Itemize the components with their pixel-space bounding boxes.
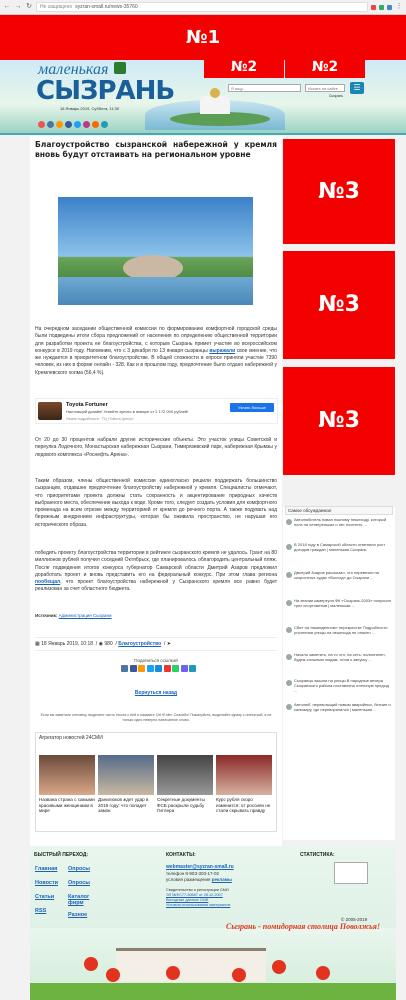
ad-slot-top[interactable]: №1 bbox=[0, 15, 406, 60]
footer-link[interactable]: Новости bbox=[35, 880, 59, 886]
reg-link[interactable]: ЭЛ №ФС77-30687 от 28.12.2007 bbox=[166, 893, 223, 897]
youtube-icon[interactable] bbox=[38, 121, 45, 128]
comment-text[interactable]: На знании камертула ФК «Сызрань-2003» попросил трех спортсменов | маленькая ... bbox=[294, 598, 392, 608]
avatar bbox=[286, 572, 292, 578]
article-meta: ▦ 18 Январь 2019, 10:18 / ◉ 980 / Благоустройство / ➤ bbox=[35, 637, 277, 651]
typo-note: Если вы заметили опечатку, выделите часть текста с ней и нажмите Ctrl+Enter. Спасибо! Пожалуйста, выделяйте фразу с опечаткой, а не только одно неверно написанное слово. bbox=[40, 713, 272, 722]
comment-item[interactable] bbox=[286, 570, 392, 580]
vk-icon[interactable] bbox=[47, 121, 54, 128]
photo-river bbox=[58, 277, 253, 305]
footer-nav-title: БЫСТРЫЙ ПЕРЕХОД: bbox=[34, 852, 89, 858]
ok-share-icon[interactable] bbox=[138, 665, 145, 672]
footer-link[interactable]: Статьи bbox=[35, 894, 55, 900]
avatar bbox=[286, 544, 292, 550]
footer-link[interactable]: Главная bbox=[35, 866, 58, 872]
reg-text: Свидетельство о регистрации СМИ bbox=[166, 888, 229, 892]
instagram-icon[interactable] bbox=[83, 121, 90, 128]
tag-icon[interactable]: ➤ bbox=[166, 641, 171, 647]
share-buttons bbox=[121, 665, 196, 672]
banner-church bbox=[200, 96, 230, 114]
ad-car-image bbox=[38, 402, 62, 420]
inline-link[interactable]: пообещал bbox=[35, 579, 61, 586]
phone-text: телефон 8-903-303-17-02 bbox=[166, 871, 219, 876]
logo[interactable]: СЫЗРАНЬ bbox=[36, 76, 175, 106]
rss-icon[interactable] bbox=[92, 121, 99, 128]
ad-source: Узнать подробности · ТЦ «Тойота Центр» bbox=[66, 417, 134, 421]
extension-icon[interactable] bbox=[379, 5, 384, 10]
calendar-icon: ▦ bbox=[35, 641, 40, 647]
avatar bbox=[286, 680, 292, 686]
copyright: © 2005-2019 bbox=[341, 917, 368, 922]
comment-item[interactable] bbox=[286, 598, 392, 608]
comment-item[interactable] bbox=[286, 702, 392, 712]
facebook-icon[interactable] bbox=[65, 121, 72, 128]
ads-terms bbox=[166, 877, 232, 883]
tomato-mascot-icon bbox=[166, 966, 180, 980]
article-date: 18 Январь 2019, 10:18 bbox=[41, 641, 94, 647]
avatar bbox=[286, 600, 292, 606]
footer-contacts-title: КОНТАКТЫ: bbox=[166, 852, 196, 858]
aggregator-title: Агрегатор новостей 24СМИ bbox=[39, 735, 103, 741]
footer-link[interactable]: Каталог фирм bbox=[68, 894, 90, 906]
footer-slogan: Сызрань - помидорная столица Поволжья! bbox=[226, 922, 380, 931]
tomato-mascot-icon bbox=[272, 960, 286, 974]
reg-link[interactable]: Выходные данные СМИ bbox=[166, 898, 209, 902]
forward-icon[interactable]: → bbox=[14, 3, 22, 10]
stats-counter[interactable] bbox=[334, 862, 368, 884]
footer-stats-title: СТАТИСТИКА: bbox=[300, 852, 335, 858]
category-link[interactable]: Благоустройство bbox=[118, 641, 162, 647]
ad-slot-right-2[interactable]: №3 bbox=[283, 251, 395, 359]
text: , что проект благоустройства набережной у Сызранского кремля все равно будет реализован за счет областного бюджета. bbox=[35, 579, 277, 593]
comment-text[interactable]: СВет на «выведенном» перекрестке Подробности уточнения улицы на пешехода не опасен ... bbox=[294, 625, 388, 635]
footer-link[interactable]: Опросы bbox=[68, 880, 91, 886]
google-ad[interactable] bbox=[35, 398, 278, 424]
ad-slot-right-3[interactable]: №3 bbox=[283, 367, 395, 475]
social-links bbox=[38, 121, 108, 128]
ad-title[interactable]: Toyota Fortuner bbox=[66, 402, 108, 408]
comment-text[interactable]: Сызранцы вышли на улицы В народные вечера Сызранского района поставлена отличную предыд ... bbox=[294, 678, 389, 693]
comment-text[interactable]: Дмитрий Азаров рассказал, что перевезли на скоростных судах «Восход» до Сызрани ... bbox=[294, 570, 379, 580]
footer-link[interactable]: RSS bbox=[35, 908, 47, 914]
logo-small-text[interactable]: маленькая bbox=[38, 61, 109, 78]
gplus-share-icon[interactable] bbox=[164, 665, 171, 672]
eye-icon: ◉ bbox=[98, 641, 103, 647]
source-label: Источник: bbox=[35, 613, 58, 618]
view-count: 980 bbox=[104, 641, 113, 647]
comments-title: Самое обсуждаемое bbox=[285, 506, 393, 515]
ad-slot-header-a[interactable]: №2 bbox=[204, 57, 284, 78]
twitter-icon[interactable] bbox=[74, 121, 81, 128]
search-input[interactable]: Я ищу... bbox=[228, 84, 301, 92]
reload-icon[interactable]: ↻ bbox=[26, 3, 32, 10]
back-icon[interactable]: ← bbox=[3, 3, 11, 10]
tomato-mascot-icon bbox=[232, 968, 246, 982]
avatar bbox=[286, 704, 292, 710]
whatsapp-share-icon[interactable] bbox=[172, 665, 179, 672]
viber-share-icon[interactable] bbox=[181, 665, 188, 672]
share-label: Поделиться ссылкой bbox=[134, 658, 178, 663]
site-search-input[interactable]: Искать на сайте bbox=[305, 84, 345, 92]
reg-link[interactable]: Условия использования материалов bbox=[166, 903, 231, 907]
article-paragraph bbox=[35, 326, 277, 377]
article-photo bbox=[58, 197, 253, 305]
footer-link[interactable]: Опросы bbox=[68, 866, 91, 872]
back-link[interactable]: Вернуться назад bbox=[134, 690, 178, 696]
comment-text[interactable]: Начало заметить, на то что, на сеть: полиэтилен, будем-сложным людям, готов к запуску ... bbox=[294, 652, 386, 662]
banner-dome bbox=[210, 88, 220, 98]
footer-grass bbox=[30, 983, 396, 1000]
avatar bbox=[286, 627, 292, 633]
facebook-share-icon[interactable] bbox=[130, 665, 137, 672]
aggregator-caption[interactable]: Секретные документы ФСБ раскрыли судьбу Гитлера bbox=[157, 797, 205, 814]
aggregator-caption[interactable]: Названа страна с самыми красивыми женщинами в мире bbox=[39, 797, 95, 814]
ad-slot-right-1[interactable]: №3 bbox=[283, 139, 395, 244]
article-paragraph: От 20 до 30 процентов набрали другие исторические объекты. Это участок улицы Советской и переулка Лодочного, Монастырская набережная Сызрани, Тимирязевский парк, набережная Крымзы у ледового комплекса «Роснефть Арена». bbox=[35, 437, 277, 458]
tomato-mascot-icon bbox=[316, 966, 330, 980]
ok-icon[interactable] bbox=[56, 121, 63, 128]
extension-icon[interactable] bbox=[387, 5, 392, 10]
article-title: Благоустройство сызранской набережной у кремля вновь будут отстаивать на региональном уровне bbox=[35, 140, 277, 159]
address-bar[interactable] bbox=[36, 2, 368, 12]
footer-link[interactable]: Разное bbox=[68, 912, 88, 918]
tomato-mascot-icon bbox=[84, 957, 98, 971]
email-link[interactable]: webmaster@syzran-small.ru bbox=[166, 864, 234, 870]
text: свое мнение, что же нуждается в приоритетном благоустройстве. В общей сложности в опросе приняли участие 7390 человек, из них в форме онлайн - 328. Как и в прошлом году, предпочтение было отдано набережной у Кремлевского холма (56,4 %). bbox=[35, 347, 278, 376]
aggregator-caption[interactable]: Данилюков ждет удар в 2019 году: что попадет замок bbox=[98, 797, 149, 814]
ad-button[interactable]: Узнать больше bbox=[230, 403, 274, 412]
mail-share-icon[interactable] bbox=[155, 665, 162, 672]
text: победить проекту благоустройства территории в рейтинге сызранского кремля не удалось. Грант на 80 миллионов рублей получил соседний Октябрьск, где планировалось облагородить центральный пляж. После подведения итогов конкурса губернатор Самарской области Дмитрий Азаров предложил доработать проект и вновь представить его на федеральный конкурс. При этом глава региона bbox=[35, 550, 277, 578]
inline-link[interactable]: выражали bbox=[209, 347, 236, 354]
aggregator-caption[interactable]: Курс рубля скоро изменится: от россиян не стали скрывать правду bbox=[216, 797, 271, 814]
source-link[interactable]: Администрация Сызрани bbox=[58, 613, 112, 618]
comment-item[interactable] bbox=[286, 625, 392, 635]
logo-badge-icon bbox=[114, 62, 126, 74]
browser-toolbar bbox=[0, 0, 406, 15]
weather-widget[interactable]: Сызрань bbox=[328, 94, 344, 98]
extension-icon[interactable] bbox=[371, 5, 376, 10]
insecure-label: Не защищено bbox=[40, 4, 73, 10]
comments-sidebar bbox=[283, 507, 395, 840]
tomato-mascot-icon bbox=[106, 968, 120, 982]
comment-item[interactable] bbox=[286, 678, 392, 693]
comment-item[interactable] bbox=[286, 652, 392, 662]
vk-share-icon[interactable] bbox=[121, 665, 128, 672]
telegram-share-icon[interactable] bbox=[189, 665, 196, 672]
url-text: syzran-small.ru/news-35760 bbox=[75, 4, 138, 10]
aggregator-item[interactable] bbox=[98, 755, 154, 814]
text: условия размещения bbox=[166, 877, 211, 882]
telegram-icon[interactable] bbox=[101, 121, 108, 128]
ad-slot-header-b[interactable]: №2 bbox=[285, 57, 365, 78]
comment-text[interactable]: В 2018 году в Самарской области отменили рост доходов граждан | маленькая Сызрань bbox=[294, 542, 386, 552]
article-paragraph bbox=[35, 550, 277, 594]
comment-text[interactable]: Автолюб, перевозящий новым аварийных, бензин и кальмару, где переворачился | маленькая ... bbox=[294, 702, 391, 712]
comment-text[interactable]: Автолюбитель повал пьяному пешеходу, который полз на четвереньках и нет посетить ... bbox=[294, 517, 387, 527]
aggregator-image[interactable] bbox=[98, 755, 154, 795]
menu-button[interactable]: ☰ bbox=[350, 82, 364, 94]
aggregator-item[interactable] bbox=[216, 755, 272, 814]
aggregator-image[interactable] bbox=[216, 755, 272, 795]
avatar bbox=[286, 519, 292, 525]
text: На очередном заседании общественной комиссии по формированию комфортной городской среды были подведены итоги сбора предложений от населения по определению общественной территории для разработки проекта ее благоустройства, с которым Сызрань примет участие во всероссийском конкурсе в 2019 году. Напомним, что с 3 декабря по 13 января сызранцы bbox=[35, 326, 277, 354]
twitter-share-icon[interactable] bbox=[147, 665, 154, 672]
article-paragraph: Таким образом, члены общественной комиссии единогласно решили поддержать большинство сызранцев, отдавшее предпочтение благоустройству набережной у кремля. Специалисты отмечают, что приоритетами проекта должны стать сохранность и акцентирование природных качеств выбранного места, обеспечение выхода к воде. Кроме того, следует создать условия для комфортного променада на всем отрезке между территорией от кремля до речного порта. А также подумать над бережным внедрением инфраструктуры, которая бы оживила пространство, не нарушая его исторического образа. bbox=[35, 478, 277, 528]
aggregator-image[interactable] bbox=[39, 755, 95, 795]
menu-icon[interactable]: ⋮ bbox=[395, 3, 403, 10]
ads-link[interactable]: рекламы bbox=[211, 877, 232, 882]
aggregator-item[interactable] bbox=[39, 755, 95, 814]
ad-text: Настоящий дизайн! Успейте купить в январе от 2 172 000 рублей! bbox=[66, 409, 189, 414]
banner-island bbox=[170, 112, 270, 126]
avatar bbox=[286, 654, 292, 660]
comment-item[interactable] bbox=[286, 542, 392, 552]
aggregator-item[interactable] bbox=[157, 755, 213, 814]
source-line bbox=[35, 613, 112, 618]
aggregator-image[interactable] bbox=[157, 755, 213, 795]
comment-item[interactable] bbox=[286, 517, 392, 527]
header-date: 18 Январь 2019, Суббота, 11:30 bbox=[60, 106, 120, 111]
